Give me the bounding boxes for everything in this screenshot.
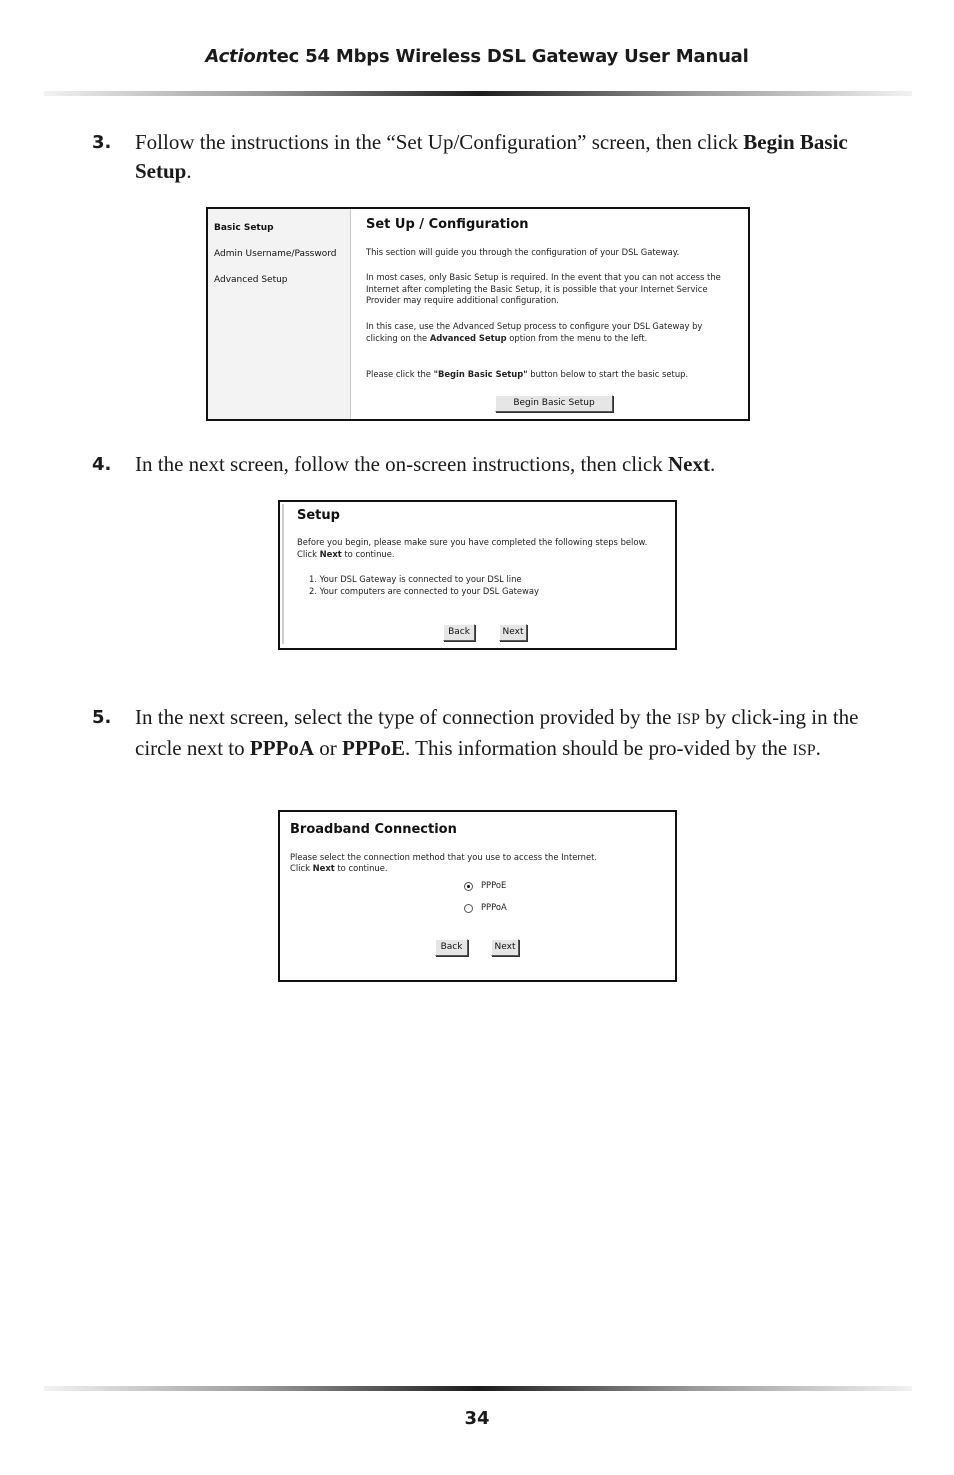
- screenshot-paragraph: Please click the "Begin Basic Setup" button below to start the basic setup.: [366, 369, 689, 379]
- back-button[interactable]: Back: [435, 939, 468, 956]
- setup-configuration-screenshot: [206, 207, 750, 421]
- pppoa-radio[interactable]: [464, 904, 473, 913]
- screenshot-title: Broadband Connection: [290, 822, 457, 837]
- checklist-item: 1. Your DSL Gateway is connected to your DSL line: [309, 574, 522, 584]
- page-header-title: [0, 46, 954, 67]
- screenshot-paragraph: Please select the connection method that you use to access the Internet.: [290, 852, 598, 862]
- pppoe-radio-label: PPPoE: [481, 880, 507, 890]
- screenshot-sidebar: [208, 209, 351, 419]
- broadband-connection-screenshot: [278, 810, 677, 982]
- step-text: In the next screen, follow the on-screen instructions, then click Next.: [135, 452, 716, 476]
- step-number: 4.: [92, 454, 112, 475]
- sidebar-item-admin-username-password[interactable]: Admin Username/Password: [214, 249, 337, 259]
- header-title-rest: tec 54 Mbps Wireless DSL Gateway User Manual: [268, 46, 749, 67]
- pppoa-radio-label: PPPoA: [481, 902, 507, 912]
- checklist-item: 2. Your computers are connected to your DSL Gateway: [309, 586, 539, 596]
- begin-basic-setup-button[interactable]: Begin Basic Setup: [495, 395, 613, 412]
- screenshot-paragraph: This section will guide you through the configuration of your DSL Gateway.: [366, 247, 680, 257]
- screenshot-paragraph: Click Next to continue.: [290, 863, 388, 873]
- step-4: [92, 450, 872, 479]
- screenshot-title: Setup: [297, 508, 340, 523]
- header-brand: Action: [205, 46, 269, 67]
- next-button[interactable]: Next: [491, 939, 519, 956]
- step-text: Follow the instructions in the “Set Up/Configuration” screen, then click Begin Basic Setup.: [135, 130, 848, 183]
- footer-divider: [44, 1386, 912, 1391]
- screenshot-paragraph: In this case, use the Advanced Setup process to configure your DSL Gateway by clicking on the Advanced Setup option from the menu to the left.: [366, 321, 703, 343]
- next-button[interactable]: Next: [499, 624, 527, 641]
- pppoe-radio[interactable]: [464, 882, 473, 891]
- sidebar-item-advanced-setup[interactable]: Advanced Setup: [214, 275, 288, 285]
- step-text: In the next screen, select the type of connection provided by the ISP by click-ing in the circle next to PPPoA or PPPoE. This information should be pro-vided by the ISP.: [135, 705, 859, 760]
- screenshot-paragraph: Before you begin, please make sure you have completed the following steps below. Click Next to continue.: [297, 537, 648, 559]
- screenshot-title: Set Up / Configuration: [366, 217, 529, 232]
- screenshot-edge: [282, 504, 284, 644]
- step-number: 5.: [92, 707, 112, 728]
- header-divider: [44, 91, 912, 96]
- screenshot-paragraph: In most cases, only Basic Setup is required. In the event that you can not access the Internet after completing the Basic Setup, it is possible that your Internet Service Provider may require additional configuration.: [366, 272, 721, 306]
- back-button[interactable]: Back: [443, 624, 475, 641]
- step-5: [92, 703, 872, 765]
- page-number: 34: [464, 1408, 490, 1429]
- setup-screenshot: [278, 500, 677, 650]
- step-number: 3.: [92, 132, 112, 153]
- sidebar-item-basic-setup[interactable]: Basic Setup: [214, 223, 274, 233]
- step-3: [92, 128, 872, 186]
